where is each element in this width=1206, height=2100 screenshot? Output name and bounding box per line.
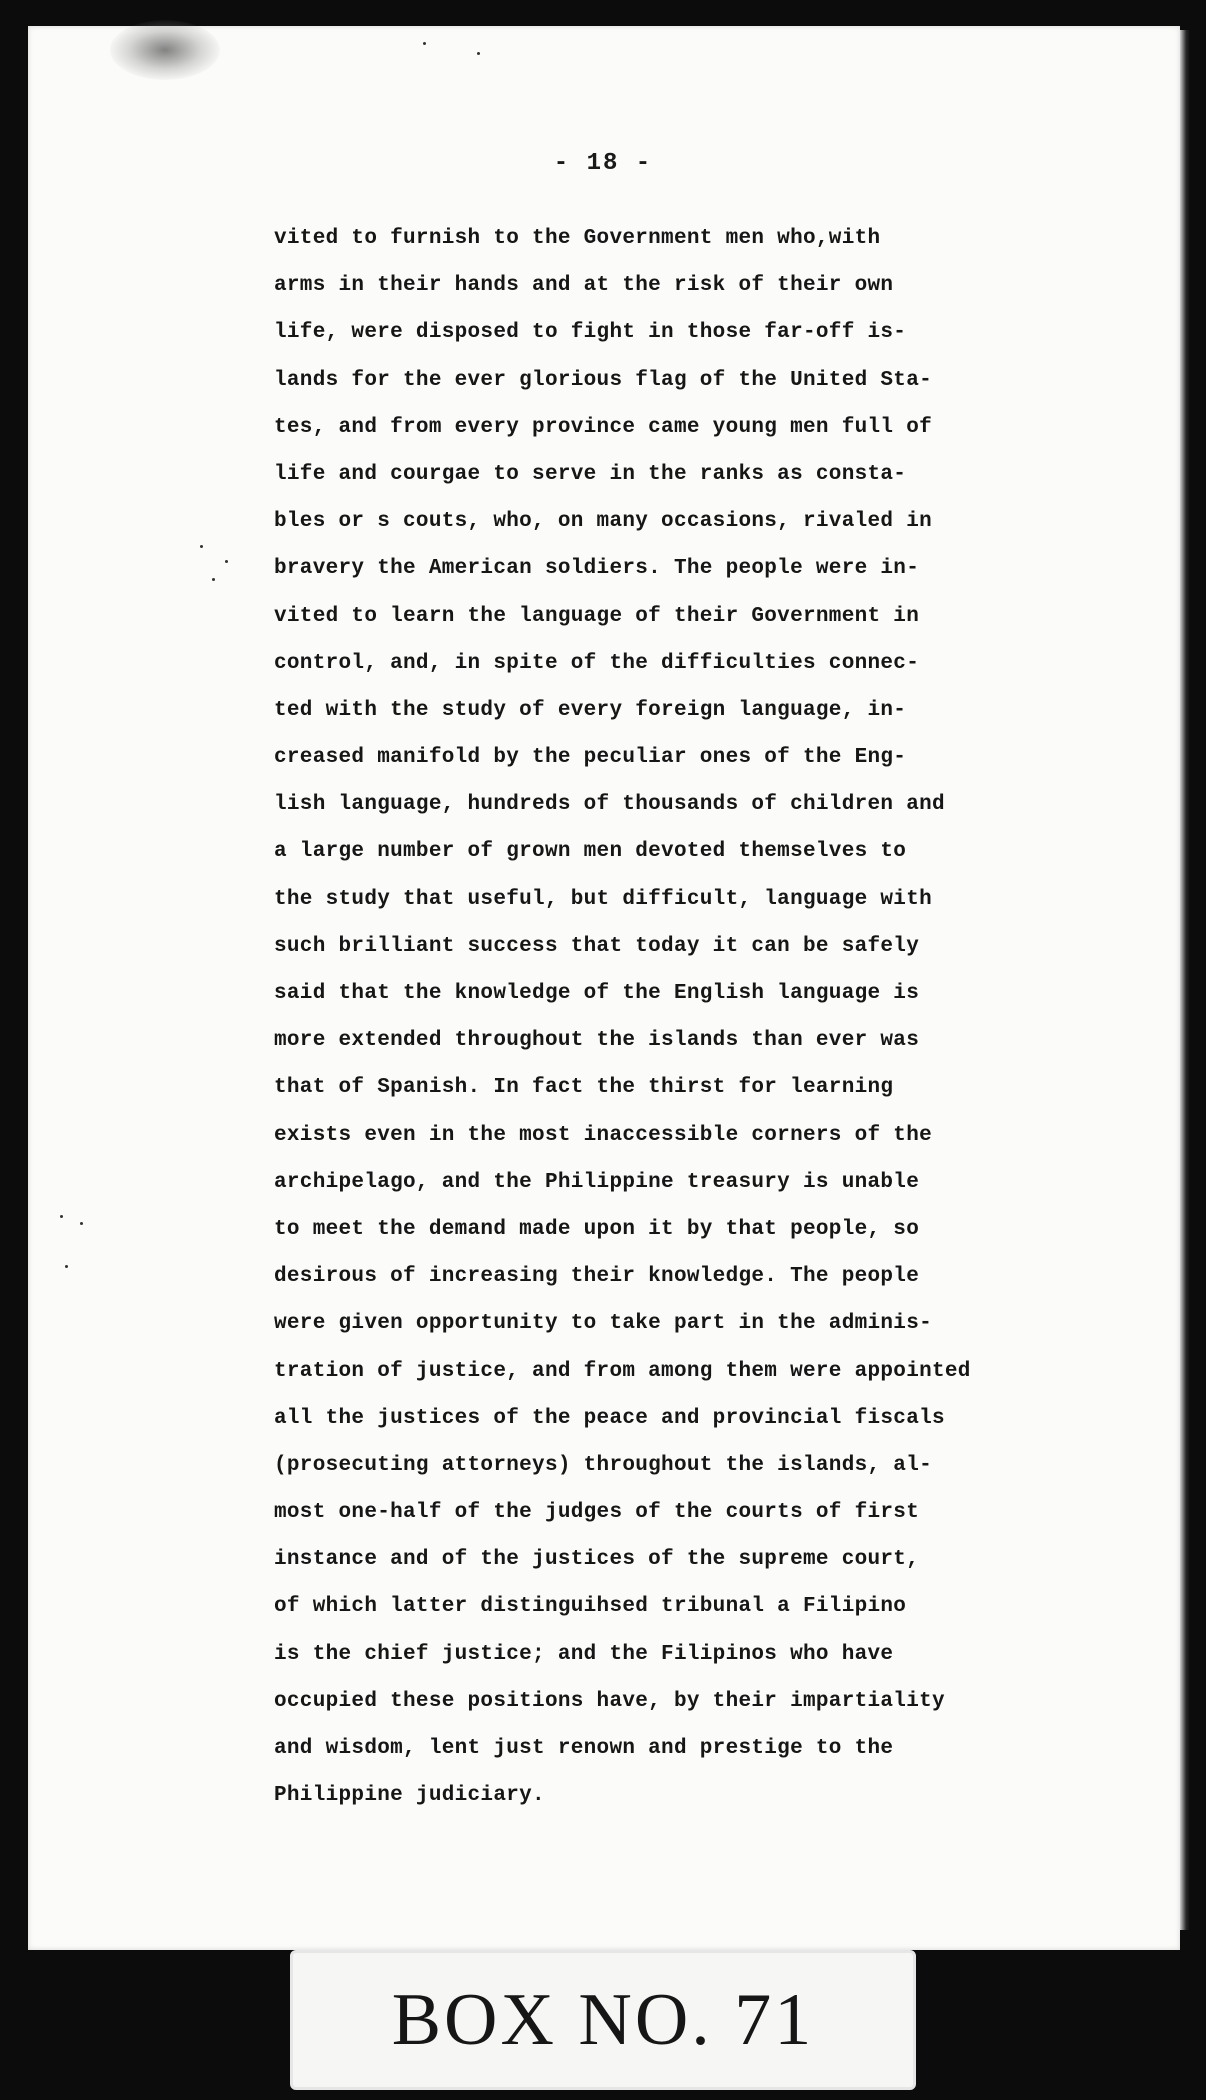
text-line: Philippine judiciary. [274,1784,545,1808]
text-line: (prosecuting attorneys) throughout the islands, al- [274,1453,933,1477]
text-line: to meet the demand made upon it by that people, so [274,1217,920,1241]
text-line: life and courgae to serve in the ranks as consta- [274,462,907,486]
speck [60,1215,63,1218]
text-line: such brilliant success that today it can be safely [274,934,920,958]
speck [212,578,215,581]
text-line: most one-half of the judges of the courts of first [274,1501,920,1525]
text-line: more extended throughout the islands than ever was [274,1029,920,1053]
text-line: archipelago, and the Philippine treasury is unable [274,1170,920,1194]
text-line: arms in their hands and at the risk of their own [274,274,894,298]
text-line: control, and, in spite of the difficulties connec- [274,651,920,675]
speck [477,52,480,55]
page-number: - 18 - [553,150,653,177]
text-line: ted with the study of every foreign language, in- [274,698,907,722]
speck [65,1265,68,1268]
speck [423,42,426,45]
text-line: tration of justice, and from among them were appointed [274,1359,971,1383]
text-line: instance and of the justices of the supreme court, [274,1548,920,1572]
paper-edge [1180,30,1190,1930]
text-line: that of Spanish. In fact the thirst for learning [274,1076,894,1100]
speck [200,545,203,548]
text-line: desirous of increasing their knowledge. The people [274,1265,920,1289]
text-line: the study that useful, but difficult, language with [274,887,933,911]
text-line: bles or s couts, who, on many occasions, rivaled in [274,510,933,534]
box-label: BOX NO. 71 [290,1950,916,2090]
text-line: vited to furnish to the Government men who,with [274,227,881,250]
text-line: exists even in the most inaccessible corners of the [274,1123,933,1147]
text-line: were given opportunity to take part in the adminis- [274,1312,933,1336]
text-line: all the justices of the peace and provincial fiscals [274,1406,945,1430]
body-text [274,215,1074,1819]
text-line: bravery the American soldiers. The people were in- [274,557,920,581]
speck [80,1222,83,1225]
text-line: lish language, hundreds of thousands of children and [274,793,945,817]
text-line: and wisdom, lent just renown and prestige to the [274,1737,894,1760]
text-line: life, were disposed to fight in those far-off is- [274,321,907,345]
text-line: said that the knowledge of the English language is [274,982,920,1005]
text-line: vited to learn the language of their Government in [274,604,920,628]
speck [225,560,228,563]
text-line: occupied these positions have, by their impartiality [274,1689,945,1713]
text-line: creased manifold by the peculiar ones of the Eng- [274,746,907,770]
text-line: lands for the ever glorious flag of the United Sta- [274,368,933,392]
text-line: of which latter distinguihsed tribunal a Filipino [274,1595,907,1619]
text-line: tes, and from every province came young men full of [274,415,933,439]
text-line: a large number of grown men devoted themselves to [274,840,907,864]
ink-smudge [110,20,220,80]
text-line: is the chief justice; and the Filipinos who have [274,1642,894,1666]
